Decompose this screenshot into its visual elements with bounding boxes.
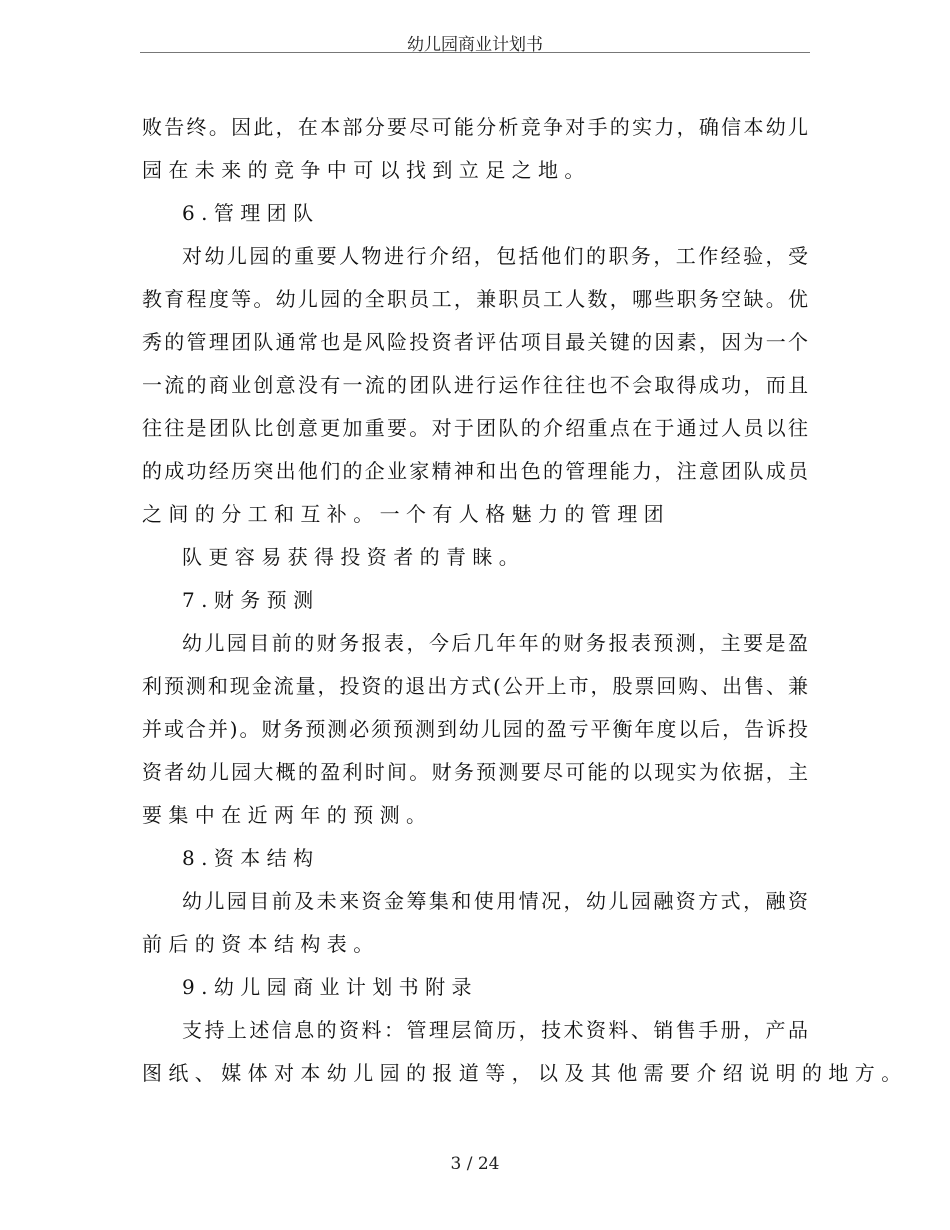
text-line: 败告终。因此，在本部分要尽可能分析竞争对手的实力，确信本幼儿: [142, 115, 808, 139]
section-heading: 8.资本结构: [182, 846, 320, 870]
text-line: 的成功经历突出他们的企业家精神和出色的管理能力，注意团队成员: [142, 459, 808, 483]
text-line: 之间的分工和互补。一个有人格魅力的管理团: [142, 502, 670, 526]
text-line: 支持上述信息的资料：管理层简历，技术资料、销售手册，产品: [182, 1018, 808, 1042]
text-line: 图纸、媒体对本幼儿园的报道等，以及其他需要介绍说明的地方。: [142, 1061, 908, 1085]
text-line: 资者幼儿园大概的盈利时间。财务预测要尽可能的以现实为依据，主: [142, 760, 808, 784]
text-line: 幼儿园目前及未来资金筹集和使用情况，幼儿园融资方式，融资: [182, 889, 808, 913]
text-line: 利预测和现金流量，投资的退出方式(公开上市，股票回购、出售、兼: [142, 674, 808, 698]
text-line: 教育程度等。幼儿园的全职员工，兼职员工人数，哪些职务空缺。优: [142, 287, 808, 311]
text-line: 秀的管理团队通常也是风险投资者评估项目最关键的因素，因为一个: [142, 330, 808, 354]
page-number: 3 / 24: [450, 1154, 500, 1174]
text-line: 对幼儿园的重要人物进行介绍，包括他们的职务，工作经验，受: [182, 244, 808, 268]
section-heading: 9.幼儿园商业计划书附录: [182, 975, 478, 999]
text-line: 前后的资本结构表。: [142, 932, 380, 956]
text-line: 一流的商业创意没有一流的团队进行运作往往也不会取得成功，而且: [142, 373, 808, 397]
section-heading: 6.管理团队: [182, 201, 320, 225]
section-heading: 7.财务预测: [182, 588, 320, 612]
text-line: 要集中在近两年的预测。: [142, 803, 433, 827]
text-line: 往往是团队比创意更加重要。对于团队的介绍重点在于通过人员以往: [142, 416, 808, 440]
header-divider: [140, 52, 810, 53]
text-line: 园在未来的竞争中可以找到立足之地。: [142, 158, 591, 182]
text-line: 并或合并)。财务预测必须预测到幼儿园的盈亏平衡年度以后，告诉投: [142, 717, 808, 741]
text-line: 幼儿园目前的财务报表，今后几年年的财务报表预测，主要是盈: [182, 631, 808, 655]
text-line: 队更容易获得投资者的青睐。: [182, 545, 526, 569]
page-header-title: 幼儿园商业计划书: [407, 35, 543, 55]
